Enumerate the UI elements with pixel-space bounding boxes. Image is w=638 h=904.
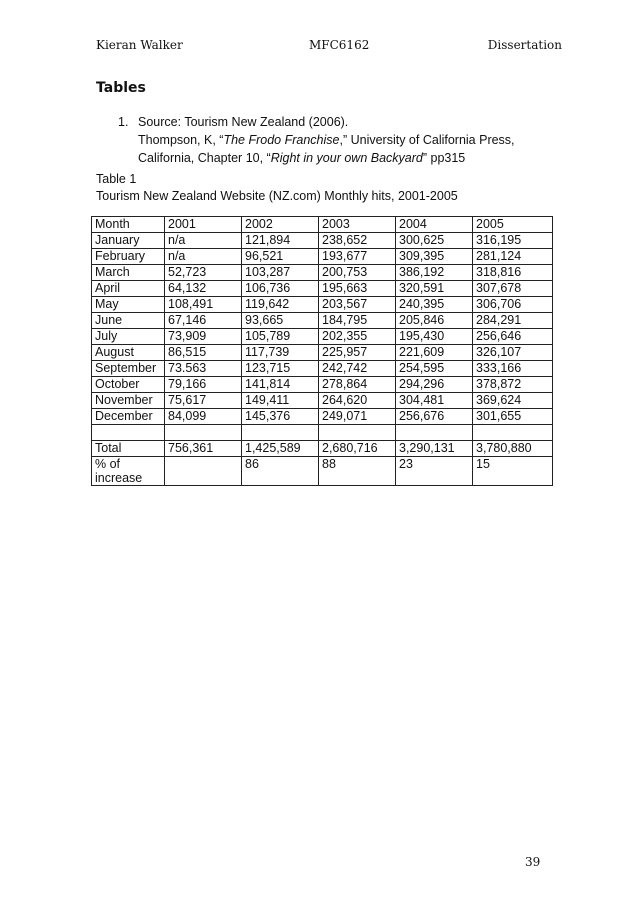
- table-cell: 2002: [242, 217, 319, 233]
- source-line-1: Source: Tourism New Zealand (2006).: [138, 115, 349, 129]
- table-row: [92, 409, 553, 425]
- table-cell: 145,376: [242, 409, 319, 425]
- table-cell: 73,909: [165, 329, 242, 345]
- monthly-hits-table: [91, 216, 553, 486]
- table-cell: 2004: [396, 217, 473, 233]
- table-cell: 202,355: [319, 329, 396, 345]
- table-cell: 149,411: [242, 393, 319, 409]
- table-cell: 316,195: [473, 233, 553, 249]
- table-cell: 1,425,589: [242, 441, 319, 457]
- table-cell: 242,742: [319, 361, 396, 377]
- table-cell: 23: [396, 457, 473, 486]
- table-cell: [473, 425, 553, 441]
- table-row: [92, 281, 553, 297]
- table-cell: 238,652: [319, 233, 396, 249]
- table-cell: 3,290,131: [396, 441, 473, 457]
- table-cell: April: [92, 281, 165, 297]
- table-cell: 2003: [319, 217, 396, 233]
- table-cell: 203,567: [319, 297, 396, 313]
- table-cell: 119,642: [242, 297, 319, 313]
- table-cell: 2001: [165, 217, 242, 233]
- table-row: [92, 313, 553, 329]
- table-cell: Total: [92, 441, 165, 457]
- table-cell: 96,521: [242, 249, 319, 265]
- table-cell: 284,291: [473, 313, 553, 329]
- table-cell: June: [92, 313, 165, 329]
- table-cell: 369,624: [473, 393, 553, 409]
- table-cell: 3,780,880: [473, 441, 553, 457]
- table-cell: 79,166: [165, 377, 242, 393]
- table-cell: 93,665: [242, 313, 319, 329]
- table-row: [92, 345, 553, 361]
- table-cell: August: [92, 345, 165, 361]
- table-cell: December: [92, 409, 165, 425]
- table-total-row: [92, 441, 553, 457]
- table-cell: 221,609: [396, 345, 473, 361]
- section-title: Tables: [96, 80, 146, 96]
- table-cell: 105,789: [242, 329, 319, 345]
- table-cell: October: [92, 377, 165, 393]
- table-cell: 64,132: [165, 281, 242, 297]
- source-line-3: California, Chapter 10, “Right in your own Backyard” pp315: [138, 151, 466, 165]
- table-cell: n/a: [165, 249, 242, 265]
- table-cell: % of increase: [92, 457, 165, 486]
- source-number: 1.: [118, 115, 129, 129]
- table-cell: 193,677: [319, 249, 396, 265]
- table-cell: 200,753: [319, 265, 396, 281]
- table-cell: 256,646: [473, 329, 553, 345]
- table-cell: Month: [92, 217, 165, 233]
- table-cell: 88: [319, 457, 396, 486]
- table-cell: 2005: [473, 217, 553, 233]
- table-cell: 254,595: [396, 361, 473, 377]
- table-header-row: [92, 217, 553, 233]
- table-cell: 281,124: [473, 249, 553, 265]
- table-cell: 756,361: [165, 441, 242, 457]
- table-cell: 75,617: [165, 393, 242, 409]
- table-cell: 378,872: [473, 377, 553, 393]
- table-cell: 121,894: [242, 233, 319, 249]
- table-cell: 318,816: [473, 265, 553, 281]
- table-cell: February: [92, 249, 165, 265]
- table-cell: 307,678: [473, 281, 553, 297]
- table-row: [92, 265, 553, 281]
- table-cell: n/a: [165, 233, 242, 249]
- table-row: [92, 297, 553, 313]
- table-cell: 278,864: [319, 377, 396, 393]
- table-cell: July: [92, 329, 165, 345]
- table-cell: 301,655: [473, 409, 553, 425]
- table-row: [92, 377, 553, 393]
- table-label: Table 1: [96, 172, 137, 186]
- chapter-title: Right in your own Backyard: [270, 151, 423, 165]
- table-cell: 249,071: [319, 409, 396, 425]
- table-cell: 309,395: [396, 249, 473, 265]
- page-header: [96, 38, 562, 54]
- table-cell: [92, 425, 165, 441]
- table-cell: September: [92, 361, 165, 377]
- table-cell: 294,296: [396, 377, 473, 393]
- table-caption: [96, 171, 458, 205]
- table-cell: 256,676: [396, 409, 473, 425]
- table-cell: 300,625: [396, 233, 473, 249]
- table-row: [92, 329, 553, 345]
- table-cell: 304,481: [396, 393, 473, 409]
- table-cell: 117,739: [242, 345, 319, 361]
- table-row: [92, 361, 553, 377]
- table-cell: November: [92, 393, 165, 409]
- page-number: 39: [525, 855, 541, 869]
- table-cell: 225,957: [319, 345, 396, 361]
- table-cell: January: [92, 233, 165, 249]
- table-cell: 240,395: [396, 297, 473, 313]
- header-doc-type: Dissertation: [487, 38, 562, 52]
- book-title: The Frodo Franchise: [223, 133, 340, 147]
- table-cell: [165, 457, 242, 486]
- table-cell: 67,146: [165, 313, 242, 329]
- table-cell: [396, 425, 473, 441]
- table-blank-row: [92, 425, 553, 441]
- table-cell: 333,166: [473, 361, 553, 377]
- table-cell: 184,795: [319, 313, 396, 329]
- table-cell: 326,107: [473, 345, 553, 361]
- table-cell: 123,715: [242, 361, 319, 377]
- table-title: Tourism New Zealand Website (NZ.com) Monthly hits, 2001-2005: [96, 189, 458, 203]
- table-cell: 15: [473, 457, 553, 486]
- table-cell: 320,591: [396, 281, 473, 297]
- table-cell: 205,846: [396, 313, 473, 329]
- table-cell: 2,680,716: [319, 441, 396, 457]
- header-author: Kieran Walker: [96, 38, 183, 52]
- table-cell: 306,706: [473, 297, 553, 313]
- table-cell: 84,099: [165, 409, 242, 425]
- table-cell: 86: [242, 457, 319, 486]
- table-increase-row: [92, 457, 553, 486]
- header-course: MFC6162: [309, 38, 370, 52]
- table-cell: 86,515: [165, 345, 242, 361]
- table-cell: [165, 425, 242, 441]
- table-cell: 52,723: [165, 265, 242, 281]
- table-cell: 386,192: [396, 265, 473, 281]
- table-cell: 103,287: [242, 265, 319, 281]
- table-cell: March: [92, 265, 165, 281]
- table-cell: 106,736: [242, 281, 319, 297]
- table-cell: [319, 425, 396, 441]
- table-row: [92, 233, 553, 249]
- table-cell: 195,663: [319, 281, 396, 297]
- table-cell: 141,814: [242, 377, 319, 393]
- source-line-2: Thompson, K, “The Frodo Franchise,” University of California Press,: [138, 133, 515, 147]
- table-cell: 108,491: [165, 297, 242, 313]
- table-cell: [242, 425, 319, 441]
- table-cell: May: [92, 297, 165, 313]
- table-cell: 195,430: [396, 329, 473, 345]
- table-cell: 73.563: [165, 361, 242, 377]
- table-cell: 264,620: [319, 393, 396, 409]
- table-row: [92, 249, 553, 265]
- table-row: [92, 393, 553, 409]
